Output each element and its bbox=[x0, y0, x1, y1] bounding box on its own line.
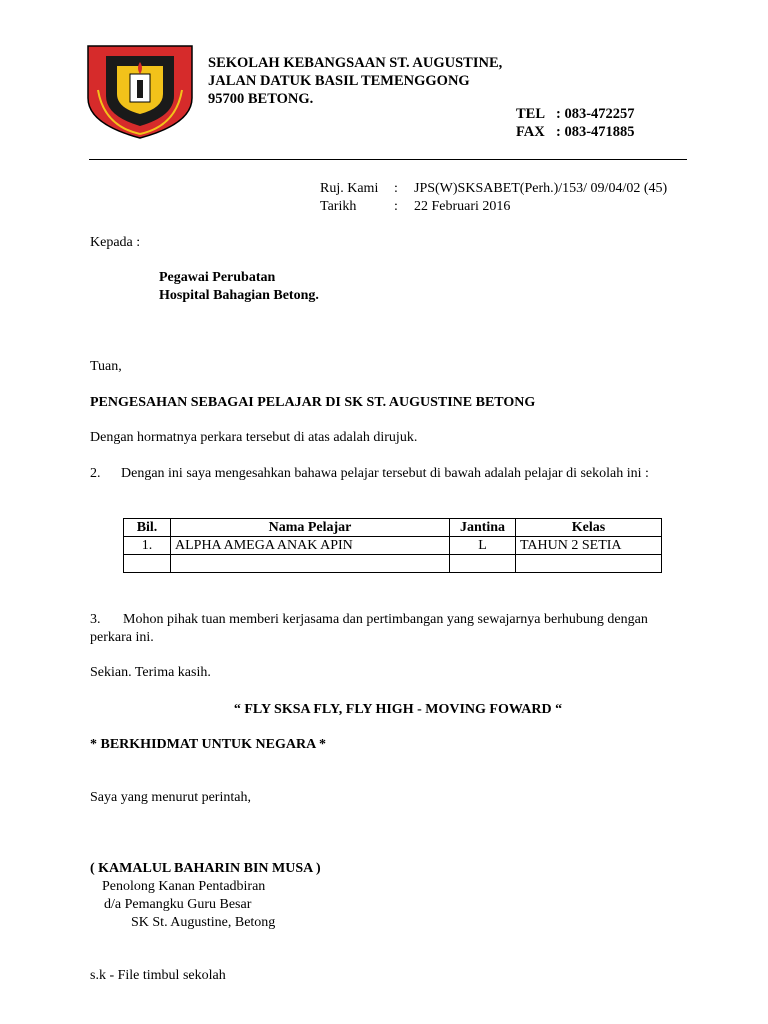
cell-bil: 1. bbox=[124, 537, 171, 555]
signatory-name: ( KAMALUL BAHARIN BIN MUSA ) bbox=[90, 861, 321, 876]
paragraph-3 bbox=[90, 611, 690, 647]
tel-label: TEL bbox=[516, 106, 546, 122]
paragraph-text: Mohon pihak tuan memberi kerjasama dan pertimbangan yang sewajarnya berhubung dengan perkara ini. bbox=[90, 612, 648, 645]
tarikh-label: Tarikh bbox=[320, 199, 357, 214]
reference-block bbox=[320, 180, 667, 216]
fax-value: : 083-471885 bbox=[556, 124, 635, 140]
cell-jantina: L bbox=[450, 537, 516, 555]
sign-off: Saya yang menurut perintah, bbox=[90, 790, 251, 805]
student-table bbox=[123, 518, 662, 573]
closing-text: Sekian. Terima kasih. bbox=[90, 665, 211, 680]
salutation: Tuan, bbox=[90, 359, 122, 374]
header-divider bbox=[89, 159, 687, 160]
school-postcode-line: 95700 BETONG. bbox=[208, 91, 314, 107]
tel-value: : 083-472257 bbox=[556, 106, 635, 122]
paragraph-2 bbox=[90, 465, 690, 483]
cell-nama bbox=[171, 555, 450, 573]
signatory-title: d/a Pemangku Guru Besar bbox=[104, 897, 252, 912]
school-crest-logo bbox=[84, 40, 196, 140]
recipient-line: Pegawai Perubatan bbox=[159, 270, 276, 285]
column-header-kelas: Kelas bbox=[516, 519, 662, 537]
school-street-line: JALAN DATUK BASIL TEMENGGONG bbox=[208, 73, 470, 89]
carbon-copy: s.k - File timbul sekolah bbox=[90, 968, 226, 983]
column-header-nama: Nama Pelajar bbox=[171, 519, 450, 537]
fax-label: FAX bbox=[516, 124, 545, 140]
ruj-separator: : bbox=[394, 181, 398, 196]
column-header-jantina: Jantina bbox=[450, 519, 516, 537]
recipient-block bbox=[159, 269, 319, 305]
tarikh-separator: : bbox=[394, 199, 398, 214]
school-motto: “ FLY SKSA FLY, FLY HIGH - MOVING FOWARD “ bbox=[233, 702, 563, 717]
paragraph-1: Dengan hormatnya perkara tersebut di atas adalah dirujuk. bbox=[90, 430, 418, 445]
paragraph-number: 2. bbox=[90, 466, 101, 481]
paragraph-text: Dengan ini saya mengesahkan bahawa pelajar tersebut di bawah adalah pelajar di sekolah ini : bbox=[121, 466, 649, 481]
cell-bil bbox=[124, 555, 171, 573]
school-address bbox=[208, 54, 502, 108]
service-slogan: * BERKHIDMAT UNTUK NEGARA * bbox=[90, 737, 326, 752]
cell-kelas: TAHUN 2 SETIA bbox=[516, 537, 662, 555]
cell-jantina bbox=[450, 555, 516, 573]
table-row bbox=[124, 555, 662, 573]
letter-subject: PENGESAHAN SEBAGAI PELAJAR DI SK ST. AUGUSTINE BETONG bbox=[90, 395, 536, 410]
school-contact bbox=[516, 105, 635, 141]
signatory-title: SK St. Augustine, Betong bbox=[131, 915, 276, 930]
column-header-bil: Bil. bbox=[124, 519, 171, 537]
signatory-title: Penolong Kanan Pentadbiran bbox=[102, 879, 266, 894]
cell-kelas bbox=[516, 555, 662, 573]
ruj-label: Ruj. Kami bbox=[320, 181, 379, 196]
cell-nama: ALPHA AMEGA ANAK APIN bbox=[171, 537, 450, 555]
ruj-value: JPS(W)SKSABET(Perh.)/153/ 09/04/02 (45) bbox=[414, 181, 668, 196]
recipient-line: Hospital Bahagian Betong. bbox=[159, 288, 319, 303]
table-header-row bbox=[124, 519, 662, 537]
paragraph-number: 3. bbox=[90, 612, 101, 627]
table-row bbox=[124, 537, 662, 555]
kepada-label: Kepada : bbox=[90, 235, 141, 250]
tarikh-value: 22 Februari 2016 bbox=[414, 199, 511, 214]
school-name-line: SEKOLAH KEBANGSAAN ST. AUGUSTINE, bbox=[208, 55, 503, 71]
